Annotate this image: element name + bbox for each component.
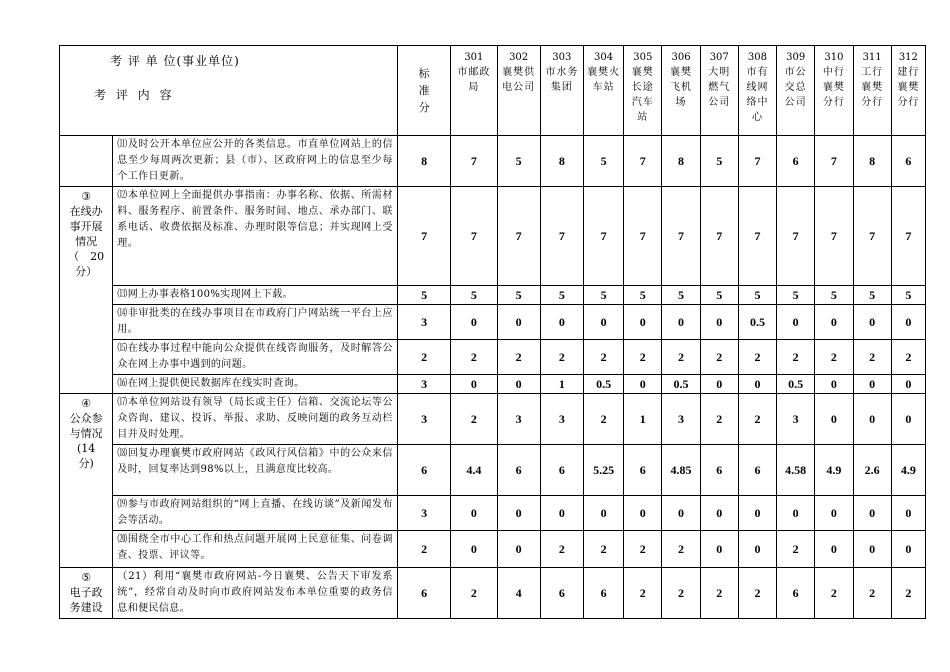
score-cell: 5 xyxy=(451,286,497,305)
score-cell: 2 xyxy=(777,531,815,568)
criteria-text: ⒄本单位网站设有领导（局长或主任）信箱、交流论坛等公众咨询、建议、投诉、举报、求助、反映问题的政务互动栏目并及时处理。 xyxy=(113,394,398,445)
org-code: 303 xyxy=(552,52,572,63)
score-cell: 8 xyxy=(853,136,891,187)
category-number: ③ xyxy=(81,190,92,203)
org-header-307 xyxy=(700,46,738,136)
category-label-line: 在线办 xyxy=(69,205,103,218)
org-header-306 xyxy=(662,46,700,136)
score-cell: 5 xyxy=(738,286,776,305)
category-label-line: 务建设 xyxy=(69,601,103,614)
category-label-line: 电子政 xyxy=(69,586,103,599)
score-cell: 0 xyxy=(853,305,891,340)
org-header-310 xyxy=(815,46,853,136)
score-cell: 0 xyxy=(624,496,662,531)
score-cell: 7 xyxy=(815,136,853,187)
score-cell: 0 xyxy=(624,375,662,394)
score-cell: 2 xyxy=(451,568,497,619)
score-cell: 0 xyxy=(853,531,891,568)
score-cell: 0 xyxy=(853,496,891,531)
score-cell: 0 xyxy=(891,375,925,394)
standard-score: 6 xyxy=(397,568,450,619)
org-header-308 xyxy=(738,46,776,136)
org-header-305 xyxy=(624,46,662,136)
score-cell: 0 xyxy=(738,496,776,531)
score-cell: 5 xyxy=(497,286,540,305)
score-cell: 2 xyxy=(540,531,583,568)
org-code: 309 xyxy=(786,52,806,63)
score-cell: 0 xyxy=(853,394,891,445)
score-cell: 3 xyxy=(497,394,540,445)
content-label: 考 评 内 容 xyxy=(94,88,175,102)
score-cell: 0 xyxy=(700,531,738,568)
standard-score: 6 xyxy=(397,445,450,496)
score-cell: 0 xyxy=(891,496,925,531)
org-code: 304 xyxy=(594,52,614,63)
score-cell: 0 xyxy=(497,531,540,568)
criteria-text: ⒂在线办事过程中能向公众提供在线咨询服务，及时解答公众在网上办事中遇到的问题。 xyxy=(113,340,398,375)
score-cell: 7 xyxy=(777,187,815,286)
score-cell: 0 xyxy=(815,305,853,340)
criteria-text: ⒃在网上提供便民数据库在线实时查询。 xyxy=(113,375,398,394)
category-cell xyxy=(60,394,113,568)
org-code: 310 xyxy=(824,52,844,63)
criteria-text: ⒆参与市政府网站组织的“网上直播、在线访谈”及新闻发布会等活动。 xyxy=(113,496,398,531)
category-label-line: （ 20 xyxy=(68,250,105,263)
score-cell: 0 xyxy=(853,375,891,394)
category-cell xyxy=(60,187,113,394)
standard-score: 8 xyxy=(397,136,450,187)
score-cell: 0 xyxy=(700,496,738,531)
score-cell: 4.58 xyxy=(777,445,815,496)
header-title-cell xyxy=(60,46,398,136)
score-cell: 5 xyxy=(891,286,925,305)
score-cell: 2 xyxy=(853,340,891,375)
org-name: 工行襄樊分行 xyxy=(861,67,884,108)
score-cell: 5 xyxy=(662,286,700,305)
standard-score: 3 xyxy=(397,394,450,445)
score-cell: 2 xyxy=(540,340,583,375)
score-cell: 7 xyxy=(891,187,925,286)
standard-score-header: 标 准 分 xyxy=(397,46,450,136)
score-cell: 5 xyxy=(497,136,540,187)
org-name: 大明燃气公司 xyxy=(708,67,731,108)
score-cell: 2 xyxy=(662,531,700,568)
score-cell: 2 xyxy=(451,394,497,445)
score-cell: 2 xyxy=(815,568,853,619)
score-cell: 0 xyxy=(583,496,623,531)
score-cell: 0 xyxy=(700,305,738,340)
score-cell: 4.4 xyxy=(451,445,497,496)
score-cell: 7 xyxy=(540,187,583,286)
org-header-301 xyxy=(451,46,497,136)
standard-score: 3 xyxy=(397,375,450,394)
criteria-text: ⑾及时公开本单位应公开的各类信息。市直单位网站上的信息至少每周两次更新；县（市）、区政府网上的信息至少每个工作日更新。 xyxy=(113,136,398,187)
score-cell: 5 xyxy=(815,286,853,305)
score-cell: 0 xyxy=(815,375,853,394)
score-cell: 4.85 xyxy=(662,445,700,496)
standard-score: 7 xyxy=(397,187,450,286)
score-cell: 7 xyxy=(497,187,540,286)
score-cell: 2 xyxy=(777,340,815,375)
category-label-line: 分) xyxy=(78,457,94,470)
score-cell: 8 xyxy=(540,136,583,187)
score-cell: 0 xyxy=(891,531,925,568)
score-cell: 2 xyxy=(662,340,700,375)
org-name: 建行襄樊分行 xyxy=(897,67,920,108)
header-title: 考 评 单 位(事业单位) xyxy=(110,54,240,68)
org-name: 中行襄樊分行 xyxy=(822,67,845,108)
category-label-line: 公众参 xyxy=(69,412,103,425)
score-cell: 5 xyxy=(853,286,891,305)
score-cell: 0.5 xyxy=(583,375,623,394)
score-cell: 1 xyxy=(540,375,583,394)
category-label-line: 分） xyxy=(75,265,98,278)
org-header-303 xyxy=(540,46,583,136)
score-cell: 2 xyxy=(853,568,891,619)
score-cell: 0 xyxy=(815,394,853,445)
score-cell: 7 xyxy=(624,136,662,187)
score-cell: 7 xyxy=(451,187,497,286)
table-row xyxy=(60,531,926,568)
score-cell: 6 xyxy=(497,445,540,496)
standard-score: 2 xyxy=(397,340,450,375)
org-header-302 xyxy=(497,46,540,136)
score-cell: 2 xyxy=(583,531,623,568)
standard-score: 3 xyxy=(397,305,450,340)
score-cell: 2 xyxy=(738,340,776,375)
category-label-line: 情况 xyxy=(75,235,98,248)
score-cell: 0 xyxy=(540,496,583,531)
score-cell: 0 xyxy=(540,305,583,340)
score-cell: 0.5 xyxy=(738,305,776,340)
score-cell: 6 xyxy=(700,445,738,496)
score-cell: 2 xyxy=(700,568,738,619)
score-cell: 4 xyxy=(497,568,540,619)
score-cell: 2 xyxy=(451,340,497,375)
score-cell: 7 xyxy=(662,187,700,286)
org-name: 市水务集团 xyxy=(545,67,579,93)
org-name: 襄樊火车站 xyxy=(587,67,621,93)
score-cell: 5 xyxy=(624,286,662,305)
score-cell: 5 xyxy=(583,286,623,305)
score-cell: 0 xyxy=(583,305,623,340)
category-label-line: (14 xyxy=(77,442,96,455)
score-cell: 2 xyxy=(700,340,738,375)
score-cell: 2 xyxy=(700,394,738,445)
category-cell xyxy=(60,568,113,619)
score-cell: 6 xyxy=(777,568,815,619)
score-cell: 3 xyxy=(662,394,700,445)
org-header-312 xyxy=(891,46,925,136)
score-cell: 1 xyxy=(624,394,662,445)
score-cell: 6 xyxy=(777,136,815,187)
score-cell: 0 xyxy=(662,496,700,531)
score-cell: 4.9 xyxy=(891,445,925,496)
org-code: 307 xyxy=(709,52,729,63)
category-label-line: 事开展 xyxy=(69,220,103,233)
score-cell: 0.5 xyxy=(777,375,815,394)
org-name: 襄樊飞机场 xyxy=(670,67,693,108)
score-cell: 0 xyxy=(891,305,925,340)
category-number: ④ xyxy=(81,397,92,410)
table-row xyxy=(60,445,926,496)
org-name: 市公交总公司 xyxy=(784,67,807,108)
criteria-text: ⒇围绕全市中心工作和热点问题开展网上民意征集、问卷调查、投票、评议等。 xyxy=(113,531,398,568)
score-cell: 6 xyxy=(738,445,776,496)
criteria-text: ⒅回复办理襄樊市政府网站《政风行风信箱》中的公众来信及时，回复率达到98%以上，且满意度比较高。 xyxy=(113,445,398,496)
category-label-line: 与情况 xyxy=(69,427,103,440)
score-cell: 0 xyxy=(815,531,853,568)
score-cell: 7 xyxy=(624,187,662,286)
score-cell: 5 xyxy=(700,286,738,305)
score-cell: 4.9 xyxy=(815,445,853,496)
org-code: 308 xyxy=(747,52,767,63)
score-cell: 0 xyxy=(777,496,815,531)
score-cell: 6 xyxy=(891,136,925,187)
score-cell: 5 xyxy=(540,286,583,305)
score-cell: 6 xyxy=(624,445,662,496)
score-cell: 2 xyxy=(583,394,623,445)
org-header-311 xyxy=(853,46,891,136)
score-cell: 5.25 xyxy=(583,445,623,496)
score-cell: 2 xyxy=(891,568,925,619)
category-empty-cell xyxy=(60,136,113,187)
score-cell: 2 xyxy=(891,340,925,375)
score-cell: 0 xyxy=(497,496,540,531)
score-cell: 7 xyxy=(583,187,623,286)
score-cell: 2 xyxy=(583,340,623,375)
table-row xyxy=(60,375,926,394)
org-code: 305 xyxy=(633,52,653,63)
table-row xyxy=(60,136,926,187)
score-cell: 2 xyxy=(624,568,662,619)
evaluation-table xyxy=(59,45,926,619)
org-code: 311 xyxy=(862,52,882,63)
table-row xyxy=(60,286,926,305)
score-cell: 6 xyxy=(583,568,623,619)
standard-score: 5 xyxy=(397,286,450,305)
org-code: 306 xyxy=(671,52,691,63)
score-cell: 3 xyxy=(540,394,583,445)
score-cell: 5 xyxy=(777,286,815,305)
standard-score: 2 xyxy=(397,531,450,568)
score-cell: 2 xyxy=(815,340,853,375)
score-cell: 0 xyxy=(497,305,540,340)
table-row xyxy=(60,340,926,375)
org-name: 襄樊供电公司 xyxy=(502,67,536,93)
criteria-text: （21）利用“襄樊市政府网站-今日襄樊、公告天下审发系统”，经常自动及时向市政府网站发布本单位重要的政务信息和便民信息。 xyxy=(113,568,398,619)
score-cell: 0 xyxy=(777,305,815,340)
score-cell: 7 xyxy=(738,136,776,187)
score-cell: 0 xyxy=(738,375,776,394)
score-cell: 6 xyxy=(540,568,583,619)
score-cell: 2 xyxy=(624,531,662,568)
score-cell: 3 xyxy=(777,394,815,445)
criteria-text: ⒁非审批类的在线办事项目在市政府门户网站统一平台上应用。 xyxy=(113,305,398,340)
score-cell: 0 xyxy=(451,531,497,568)
category-number: ⑤ xyxy=(81,571,92,584)
score-cell: 0 xyxy=(815,496,853,531)
score-cell: 2 xyxy=(738,394,776,445)
score-cell: 0 xyxy=(662,305,700,340)
org-name: 市邮政局 xyxy=(457,67,491,93)
score-cell: 0 xyxy=(738,531,776,568)
standard-score: 3 xyxy=(397,496,450,531)
score-cell: 6 xyxy=(540,445,583,496)
table-row xyxy=(60,305,926,340)
score-cell: 7 xyxy=(738,187,776,286)
org-code: 302 xyxy=(509,52,529,63)
table-row xyxy=(60,187,926,286)
criteria-text: ⑿本单位网上全面提供办事指南：办事名称、依据、所需材料、服务程序、前置条件、服务时间、地点、承办部门、联系电话、收费依据及标准、办理时限等信息；并实现网上受理。 xyxy=(113,187,398,286)
score-cell: 2 xyxy=(624,340,662,375)
org-header-309 xyxy=(777,46,815,136)
score-cell: 2.6 xyxy=(853,445,891,496)
score-cell: 2 xyxy=(497,340,540,375)
score-cell: 0 xyxy=(700,375,738,394)
score-cell: 7 xyxy=(853,187,891,286)
table-row xyxy=(60,394,926,445)
table-row xyxy=(60,496,926,531)
org-code: 301 xyxy=(464,52,484,63)
org-name: 襄樊长途汽车站 xyxy=(631,67,654,123)
score-cell: 8 xyxy=(662,136,700,187)
criteria-text: ⒀网上办事表格100%实现网上下载。 xyxy=(113,286,398,305)
score-cell: 7 xyxy=(451,136,497,187)
score-cell: 5 xyxy=(700,136,738,187)
org-name: 市有线网络中心 xyxy=(746,67,769,123)
score-cell: 2 xyxy=(662,568,700,619)
table-row xyxy=(60,568,926,619)
org-header-304 xyxy=(583,46,623,136)
score-cell: 0 xyxy=(497,375,540,394)
score-cell: 0.5 xyxy=(662,375,700,394)
score-cell: 0 xyxy=(624,305,662,340)
score-cell: 0 xyxy=(451,305,497,340)
score-cell: 0 xyxy=(891,394,925,445)
score-cell: 0 xyxy=(451,375,497,394)
score-cell: 0 xyxy=(451,496,497,531)
org-code: 312 xyxy=(898,52,918,63)
score-cell: 2 xyxy=(738,568,776,619)
score-cell: 7 xyxy=(815,187,853,286)
score-cell: 5 xyxy=(583,136,623,187)
score-cell: 7 xyxy=(700,187,738,286)
